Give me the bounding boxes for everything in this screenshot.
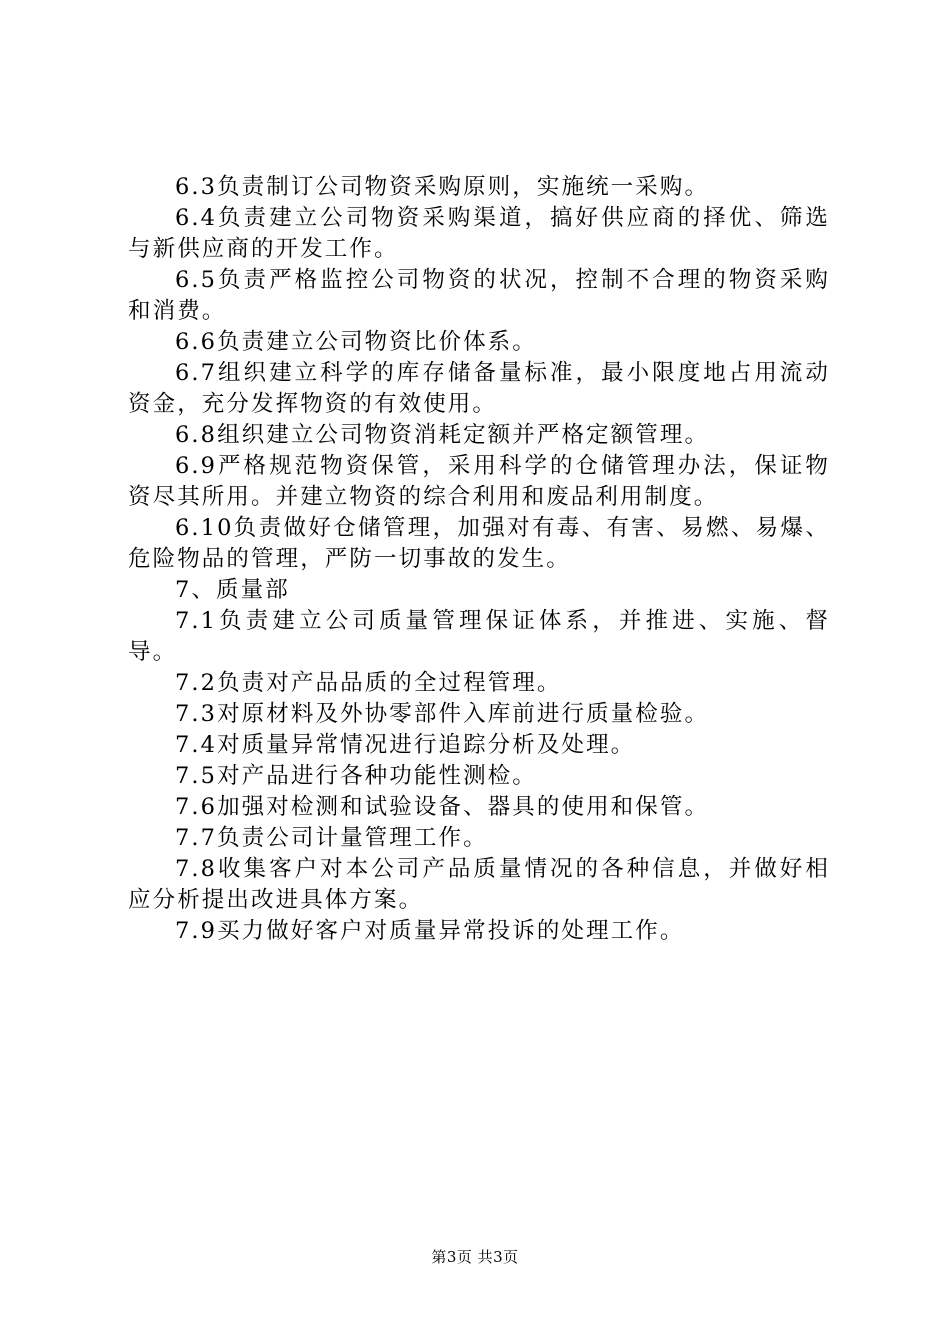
section-heading-quality-dept: 7、质量部 — [175, 577, 290, 603]
paragraph-7-7: 7.7负责公司计量管理工作。 — [175, 825, 488, 851]
paragraph-7-2: 7.2负责对产品品质的全过程管理。 — [175, 670, 562, 696]
document-body — [128, 172, 830, 947]
paragraph-7-5: 7.5对产品进行各种功能性测检。 — [175, 763, 537, 789]
paragraph-7-3: 7.3对原材料及外协零部件入库前进行质量检验。 — [175, 701, 710, 727]
paragraph-6-5: 6.5负责严格监控公司物资的状况，控制不合理的物资采购和消费。 — [128, 267, 830, 324]
paragraph-7-6: 7.6加强对检测和试验设备、器具的使用和保管。 — [175, 794, 710, 820]
page-number-footer: 第3页 共3页 — [431, 1248, 519, 1266]
paragraph-7-4: 7.4对质量异常情况进行追踪分析及处理。 — [175, 732, 636, 758]
paragraph-7-1: 7.1负责建立公司质量管理保证体系，并推进、实施、督导。 — [128, 608, 830, 665]
paragraph-6-3: 6.3负责制订公司物资采购原则，实施统一采购。 — [175, 174, 710, 200]
paragraph-7-8: 7.8收集客户对本公司产品质量情况的各种信息，并做好相应分析提出改进具体方案。 — [128, 856, 830, 913]
paragraph-7-9: 7.9买力做好客户对质量异常投诉的处理工作。 — [175, 918, 685, 944]
paragraph-6-9: 6.9严格规范物资保管，采用科学的仓储管理办法，保证物资尽其所用。并建立物资的综合利用和废品利用制度。 — [128, 453, 830, 510]
paragraph-6-7: 6.7组织建立科学的库存储备量标准，最小限度地占用流动资金，充分发挥物资的有效使用。 — [128, 360, 830, 417]
paragraph-6-4: 6.4负责建立公司物资采购渠道，搞好供应商的择优、筛选与新供应商的开发工作。 — [128, 205, 830, 262]
paragraph-6-6: 6.6负责建立公司物资比价体系。 — [175, 329, 537, 355]
paragraph-6-8: 6.8组织建立公司物资消耗定额并严格定额管理。 — [175, 422, 710, 448]
paragraph-6-10: 6.10负责做好仓储管理，加强对有毒、有害、易燃、易爆、危险物品的管理，严防一切事故的发生。 — [128, 515, 830, 572]
